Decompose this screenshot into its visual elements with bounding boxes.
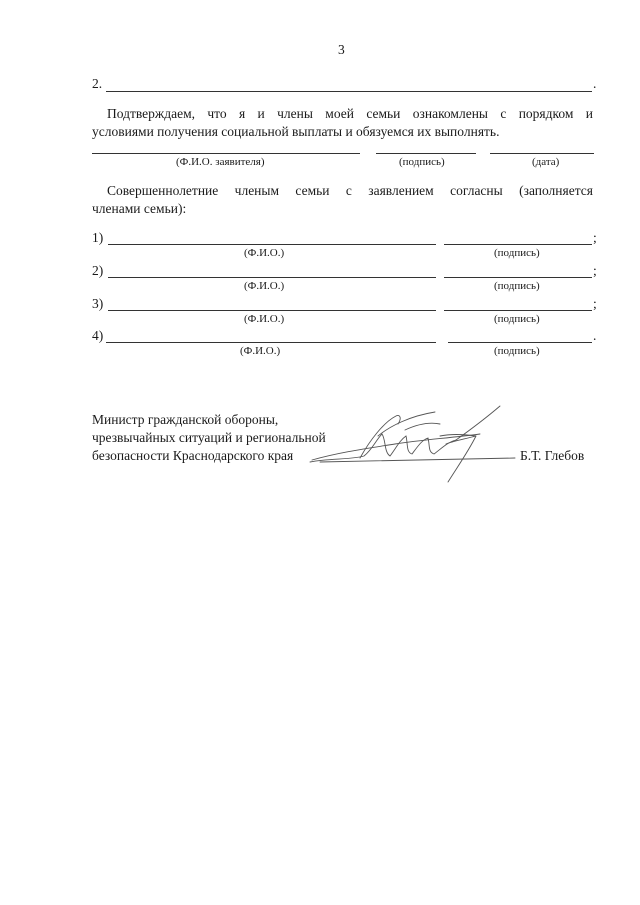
adults-text-line-1: Совершеннолетние членым семьи с заявлением согласны (заполняется [107, 183, 593, 198]
member-row-1-number: 1) [92, 230, 104, 245]
applicant-sign-line [376, 153, 476, 154]
member-row-4-sign-caption: (подпись) [494, 345, 540, 357]
member-row-2-sign-caption: (подпись) [494, 280, 540, 292]
member-row-4-fio-caption: (Ф.И.О.) [240, 345, 281, 357]
member-row-3-end: ; [593, 296, 597, 311]
confirm-text-line-1: Подтверждаем, что я и члены моей семьи ознакомлены с порядком и [107, 106, 593, 121]
member-row-1-end: ; [593, 230, 597, 245]
member-row-3-sign-line [444, 310, 592, 311]
member-row-2-sign-line [444, 277, 592, 278]
member-row-2-number: 2) [92, 263, 104, 278]
member-row-2-fio-caption: (Ф.И.О.) [244, 280, 285, 292]
handwritten-signature [300, 400, 530, 490]
member-row-1-sign-caption: (подпись) [494, 247, 540, 259]
member-row-2-fio-line [108, 277, 436, 278]
member-row-2-end: ; [593, 263, 597, 278]
member-row-3-number: 3) [92, 296, 104, 311]
caption-applicant-date: (дата) [532, 156, 560, 168]
member-row-1-fio-caption: (Ф.И.О.) [244, 247, 285, 259]
item-2-end: . [593, 76, 597, 91]
member-row-4-fio-line [106, 342, 436, 343]
member-row-1-fio-line [108, 244, 436, 245]
member-row-3-sign-caption: (подпись) [494, 313, 540, 325]
minister-title-line-1: Министр гражданской обороны, [92, 412, 279, 427]
member-row-4-sign-line [448, 342, 592, 343]
page-number: 3 [338, 42, 345, 57]
minister-name: Б.Т. Глебов [520, 448, 585, 463]
caption-applicant-sign: (подпись) [399, 156, 445, 168]
confirm-text-line-2: условиями получения социальной выплаты и обязуемся их выполнять. [92, 124, 500, 139]
caption-applicant-fio: (Ф.И.О. заявителя) [176, 156, 265, 168]
member-row-1-sign-line [444, 244, 592, 245]
member-row-3-fio-caption: (Ф.И.О.) [244, 313, 285, 325]
member-row-4-end: . [593, 328, 597, 343]
member-row-3-fio-line [108, 310, 436, 311]
applicant-date-line [490, 153, 594, 154]
member-row-4-number: 4) [92, 328, 104, 343]
item-2-line [106, 91, 592, 92]
adults-text-line-2: членами семьи): [92, 201, 187, 216]
minister-title-line-2: чрезвычайных ситуаций и региональной [92, 430, 326, 445]
applicant-fio-line [92, 153, 360, 154]
minister-title-line-3: безопасности Краснодарского края [92, 448, 294, 463]
item-2-number: 2. [92, 76, 103, 91]
